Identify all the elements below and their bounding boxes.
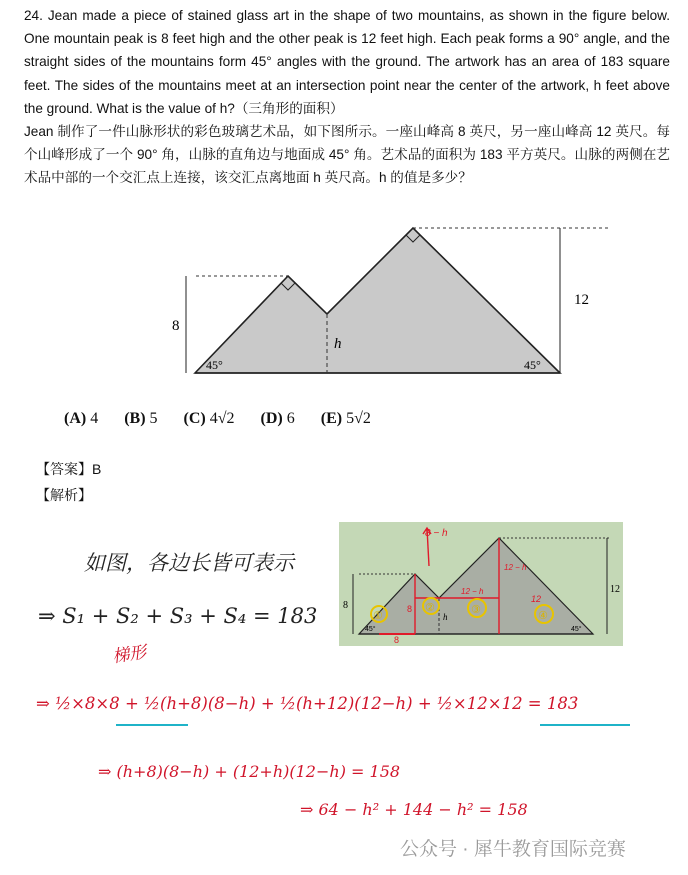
mountains-figure: [160, 218, 620, 383]
choice-e: (E) 5√2: [320, 410, 371, 427]
fig1-h-label: h: [334, 336, 342, 352]
fig2-angle-left: 45°: [365, 626, 376, 633]
fig1-angle-left: 45°: [206, 358, 223, 372]
fig2-height-12: 12: [610, 584, 620, 595]
mountains-shape: [195, 228, 560, 373]
fig2-inner-12: 12: [531, 594, 542, 604]
analysis-label: 【解析】: [36, 487, 92, 503]
problem-text-en: 24. Jean made a piece of stained glass art in the shape of two mountains, as shown in the figure below. One mountain peak is 8 feet high and the other peak is 12 feet high. Each peak forms a 90° angle, and the straight sides of the mountains form 45° angles with the ground. The artwork has an area of 183 square feet. The sides of the mountains meet at an intersection point near the center of the artwork, h feet above the ground. What is the value of h?（三角形的面积）: [24, 8, 670, 116]
fig2-h-label: h: [443, 612, 448, 622]
fig2-angle-right: 45°: [571, 626, 582, 633]
fig2-diag-8: 8: [407, 604, 413, 614]
hw-line2: ⇒ S₁ + S₂ + S₃ + S₄ = 183: [38, 604, 318, 628]
fig1-angle-right: 45°: [524, 358, 541, 372]
fig1-height-12: 12: [574, 292, 589, 308]
fig2-height-8: 8: [343, 600, 348, 611]
answer-choices: [64, 410, 371, 428]
hw-underline-1: [116, 724, 188, 726]
problem-text-cn: Jean 制作了一件山脉形状的彩色玻璃艺术品，如下图所示。一座山峰高 8 英尺，另一座山峰高 12 英尺。每个山峰形成了一个 90° 角，山脉的直角边与地面成 45° 角。艺术品的面积为 183 平方英尺。山脉的两侧在艺术品中部的一个交汇点上连接，该交汇点离地面 h 英尺高。h 的值是多少？: [24, 124, 670, 186]
fig2-region-3: ③: [471, 604, 481, 616]
hw-underline-2: [540, 724, 630, 726]
hw-note-trapezoid: 梯形: [111, 642, 148, 668]
fig2-region-2: ②: [425, 602, 435, 614]
choice-a: (A) 4: [64, 410, 99, 427]
fig2-mid-label: 12 − h: [461, 587, 484, 596]
fig2-side-label: 12 − h: [504, 563, 527, 572]
hw-line1: 如图，各边长皆可表示: [84, 551, 294, 575]
fig2-base-8: 8: [394, 635, 400, 645]
choice-d: (D) 6: [260, 410, 295, 427]
hw-line4: ⇒ (h+8)(8−h) + (12+h)(12−h) = 158: [98, 762, 401, 781]
answer-label: 【答案】B: [36, 461, 102, 477]
watermark: 公众号 · 犀牛教育国际竞赛: [400, 839, 626, 860]
hw-line3: ⇒ ½×8×8 + ½(h+8)(8−h) + ½(h+12)(12−h) + ½×12×12 = 183: [36, 694, 579, 713]
choice-c: (C) 4√2: [183, 410, 235, 427]
choice-b: (B) 5: [124, 410, 158, 427]
answer-block: [36, 456, 101, 508]
fig1-height-8: 8: [172, 318, 180, 334]
problem-statement: [24, 4, 670, 190]
fig2-region-1: ①: [373, 610, 383, 622]
fig2-region-4: ④: [538, 610, 548, 622]
fig2-top-label: 8 − h: [425, 528, 448, 539]
annotated-figure: [339, 522, 623, 646]
hw-line5: ⇒ 64 − h² + 144 − h² = 158: [300, 800, 528, 819]
